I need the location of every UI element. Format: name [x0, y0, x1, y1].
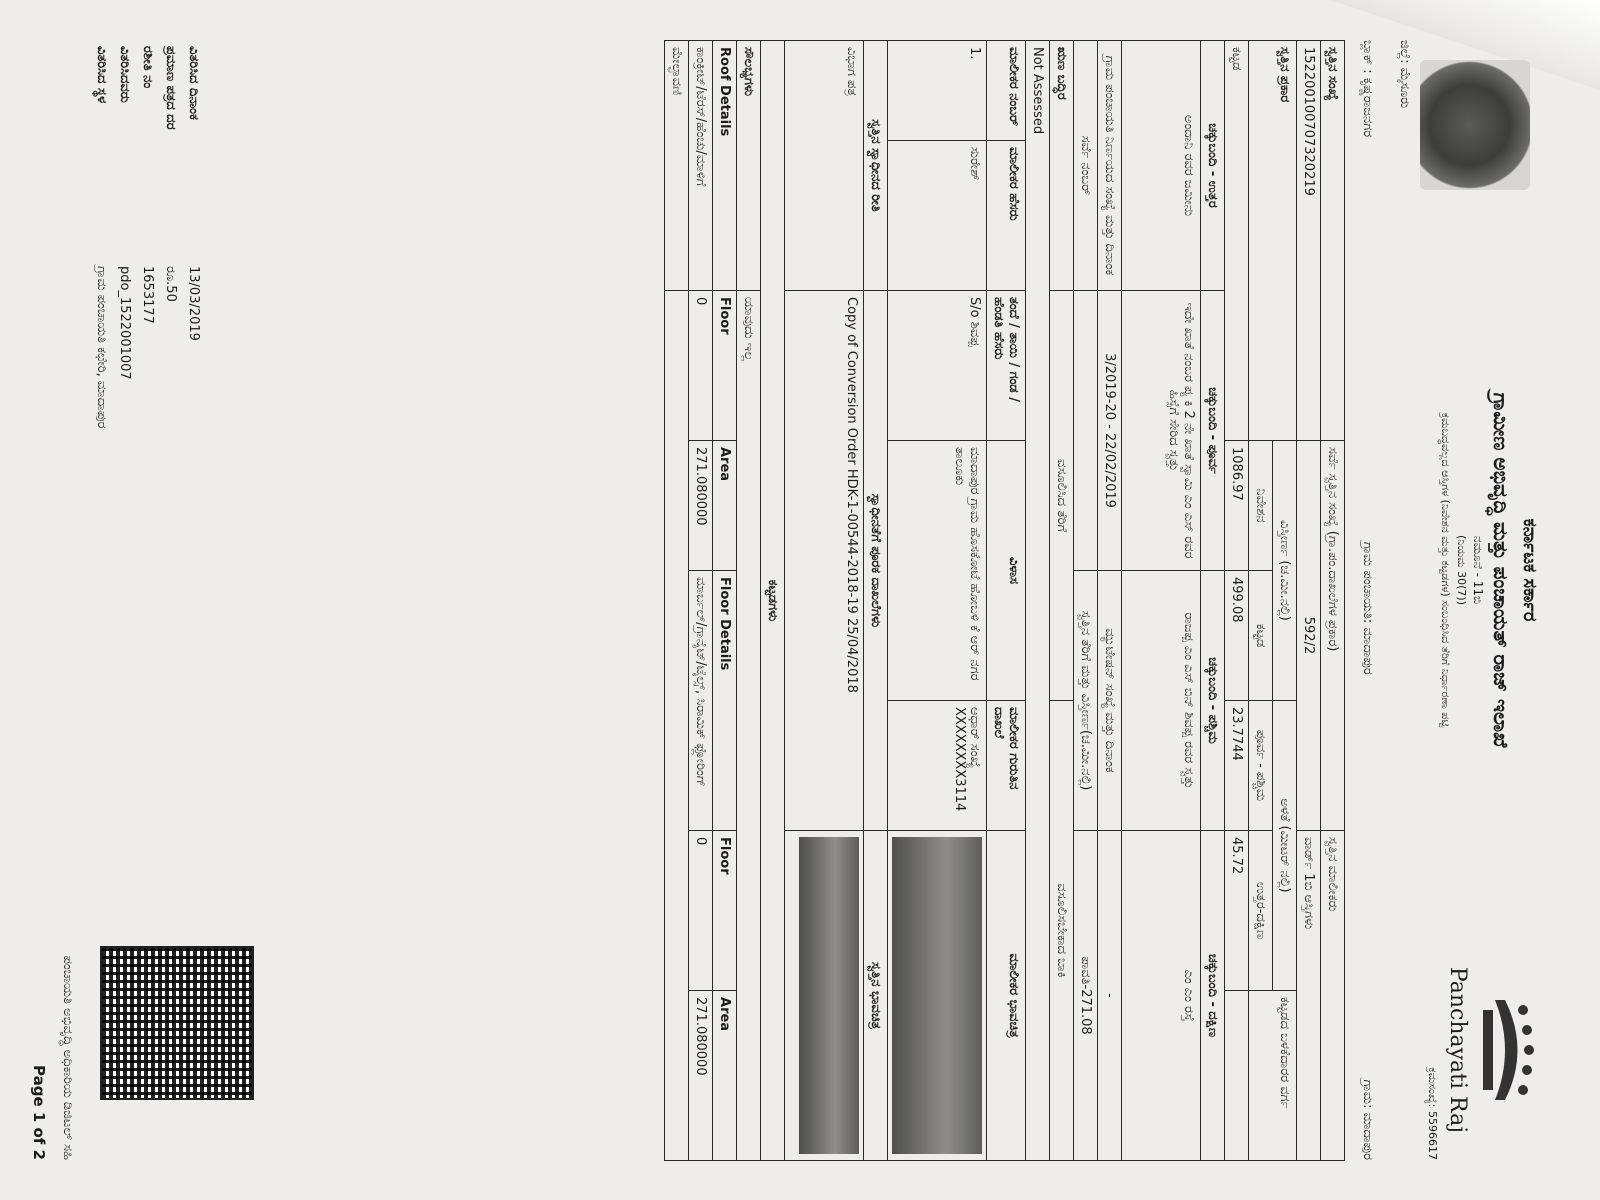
- boundary-north-label: ಚಕ್ಕುಬಂದಿ - ಉತ್ತರ: [1201, 41, 1225, 291]
- owner-address: ಮಾದಾಪುರ ಗ್ರಾಮ ಹೊಸಕೋಟೆ ಹೋಬಳಿ ಕೆ ಆರ್ ನಗರ ತಾಲೂಕು: [888, 441, 987, 701]
- owners-header-address: ವಿಳಾಸ: [987, 441, 1026, 701]
- tax-area-label: ಸ್ವತ್ತಿನ ತೆರಿಗೆ ಮತ್ತು ವಿಸ್ತೀರ್ಣ(ಚ.ಮೀ.ನಲ್ಲಿ): [1074, 571, 1098, 831]
- area-label: ವಿಸ್ತೀರ್ಣ (ಚ.ಮೀ.ನಲ್ಲಿ): [1273, 441, 1297, 701]
- property-photo-label: ಸ್ವತ್ತಿನ ಭಾವಚಿತ್ರ: [864, 831, 888, 1161]
- building-usage-label: ಕಟ್ಟಡದ ಬಳಕೆದಾರರ ವರ್ಗ: [1249, 991, 1297, 1161]
- qr-code: [90, 946, 264, 1100]
- facilities-label: ಸೌಲಭ್ಯಗಳು: [737, 41, 761, 291]
- owner-type-value: ವಾರ್ಡ್ 1ಬಿ ಆಸ್ತಿಗಳು: [1297, 831, 1321, 1161]
- header-center: [1438, 220, 1540, 920]
- government-name: ಕರ್ನಾಟಕ ಸರ್ಕಾರ: [1519, 518, 1540, 622]
- pending-tax-label: ವಸೂಲಿಸಬೇಕಾದ ಬಾಕಿ: [1050, 701, 1074, 1161]
- gram-panchayat: ಗ್ರಾಮ ಪಂಚಾಯತಿ: ಮಾದಾಪುರ: [1360, 541, 1375, 675]
- site-area: 1086.97: [1225, 441, 1249, 571]
- boundary-south-value: ಎಂ ಎಂ ರಸ್ತೆ: [1122, 831, 1201, 1161]
- place-value: ಗ್ರಾಮ ಪಂಚಾಯತಿ ಕಛೇರಿ, ಮಾದಾಪುರ: [94, 266, 109, 429]
- owner-id-doc: ಆಧಾರ್ ಸಂಖ್ಯೆ XXXXXXXX3114: [888, 701, 987, 831]
- acquisition-mode-value: ವಿಭಾಗ ಪತ್ರ: [785, 41, 864, 291]
- acquisition-doc-label: ಸ್ವಾಧೀನತೆಗೆ ಪೂರಕ ದಾಖಲೆಗಳು: [864, 291, 888, 831]
- boundary-west-value: ರಾಜಪ್ಪ ಎಂ ಎಸ್ ಬಿನ್ ಶಿವಪ್ಪ ರವರ ಸ್ವತ್ತು: [1122, 571, 1201, 831]
- collected-tax-label: ವಸೂಲಿಸಿದ ತೆರಿಗೆ: [1050, 291, 1074, 701]
- facilities-value: ಯಾವುದು ಇಲ್ಲ: [737, 291, 761, 1161]
- block-value: ಕೃಷ್ಣರಾಜನಗರ: [1360, 77, 1375, 138]
- qr-code-icon: [100, 946, 254, 1100]
- boundary-west-label: ಚಕ್ಕುಬಂದಿ - ಪಶ್ಚಿಮ: [1201, 571, 1225, 831]
- survey-label: ಸರ್ವೆ ಸ್ವತ್ತಿನ ಸಂಖ್ಯೆ (ಗ್ರಾ.ಪಂ.ದಾಖಲೆಗಳ ಪ್ರಕಾರ): [1321, 441, 1345, 831]
- floor-area-header: Area: [713, 991, 737, 1161]
- roof-material: ಕಾಂಕ್ರೀಟ್/ಟೆರಸ್/ಹೆಂಚು/ಮಾಳಿಗೆ: [689, 41, 713, 291]
- property-table: [664, 40, 1345, 1161]
- block-label: ಬ್ಲಾಕ್ :: [1360, 40, 1375, 74]
- property-photo: [799, 837, 859, 1154]
- boundary-east-label: ಚಕ್ಕುಬಂದಿ - ಪೂರ್ವ: [1201, 291, 1225, 571]
- acquisition-doc-value: Copy of Conversion Order HDK-1-00544-2018-19 25/04/2018: [785, 291, 864, 831]
- digital-signature: ಪಂಚಾಯತಿ ಅಭಿವೃದ್ಧಿ ಅಧಿಕಾರಿಯ ಡಿಜಿಟಲ್ ಸಹಿ: [60, 955, 75, 1160]
- tax-assessment-value: Not Assessed: [1026, 41, 1050, 1161]
- department-title: ಗ್ರಾಮೀಣ ಅಭಿವೃದ್ಧಿ ಮತ್ತು ಪಂಚಾಯತ್ ರಾಜ್ ಇಲಾಖೆ: [1489, 392, 1513, 748]
- issuer-label: ವಿತರಿಸಿದವರು: [117, 46, 132, 103]
- tax-assessment-label: ಋಣ ಬದ್ಧಿರ: [1050, 41, 1074, 291]
- ns-label: ಉತ್ತರ-ದಕ್ಷಿಣ: [1249, 831, 1273, 991]
- issuer-value: pdo_1522001007: [117, 266, 132, 380]
- district-label: ಜಿಲ್ಲೆ: ಮೈಸೂರು: [1397, 40, 1412, 109]
- roof-material-label: ಮೇಲ್ಛಾವಣಿ: [665, 41, 689, 291]
- owners-header-id: ಮಾಲೀಕರ ಗುರುತಿನ ದಾಖಲೆ: [987, 701, 1026, 831]
- form-subtitle: ಕ್ರಮಬದ್ಧವಲ್ಲದ ಆಸ್ತಿಗಳ (ನಿವೇಶನ ಮತ್ತು ಕಟ್ಟಡಗಳ) ಸಂಬಂಧಿಸಿದ ತೆರಿಗೆ ನಿರ್ಧಾರಣಾ ಪಟ್ಟಿ: [1439, 412, 1452, 728]
- owner-relation: S/o ಶಿವಪ್ಪ: [888, 291, 987, 441]
- owners-header-photo: ಮಾಲೀಕರ ಭಾವಚಿತ್ರ: [987, 831, 1026, 1161]
- place-label: ವಿತರಿಸಿದ ಸ್ಥಳ: [94, 46, 109, 104]
- serial-number: ಕ್ರಮಸಂಖ್ಯೆ: 5596617: [1426, 1067, 1439, 1160]
- building-label: ಕಟ್ಟಡ: [1249, 571, 1273, 701]
- receipt-value: 1653177: [140, 266, 155, 324]
- boundary-north-value: ಅಂದಾನಿ ರವರ ಜಮೀನು: [1122, 41, 1201, 291]
- page-number: Page 1 of 2: [30, 1065, 48, 1160]
- survey-value: 592/2: [1297, 441, 1321, 831]
- property-id-label: ಸ್ವತ್ತಿನ ಸಂಖ್ಯೆ: [1321, 41, 1345, 441]
- receipt-label: ರಶೀತಿ ನಂ: [140, 46, 155, 89]
- header-right: [1425, 940, 1540, 1160]
- mutation-label: ಮ್ಯುಟೇಷನ್ ಸಂಖ್ಯೆ ಮತ್ತು ದಿನಾಂಕ: [1098, 571, 1122, 831]
- boundary-east-value: ಇದೇ ಖಾತೆ ನಂಬರ ಪ್ಯ ಕಿ 2 ನೇ ಖಾತೆ ಸ್ವಾಮಿ ಎಂ ಎಸ್ ರವರ ಹಿಸ್ಸೆಗೆ ಸೇರಿದ ಸ್ವತ್ತು: [1122, 291, 1201, 571]
- issue-date-label: ವಿತರಿಸಿದ ದಿನಾಂಕ: [186, 46, 201, 120]
- owner-name: ಸುರೇಶ್: [888, 141, 987, 291]
- roof-floor-header: Floor: [713, 291, 737, 441]
- roof-details-label: Roof Details: [713, 41, 737, 291]
- ns-value: 45.72: [1225, 831, 1249, 991]
- owners-header-relation: ತಂದೆ / ತಾಯಿ / ಗಂಡ / ಹೆಂಡತಿ ಹೆಸರು: [987, 291, 1026, 441]
- brand-name: Panchayati Raj: [1445, 966, 1470, 1134]
- floor-area-value: 271.080000: [689, 991, 713, 1161]
- owner-photo: [892, 837, 982, 1154]
- owners-header-no: ಮಾಲೀಕರ ನಂಬರ್: [987, 41, 1026, 141]
- mutation-value: -: [1098, 831, 1122, 1161]
- floor-details-label: Floor Details: [713, 571, 737, 831]
- site-label: ನಿವೇಶನ: [1249, 441, 1273, 571]
- floor-type: ಮಾರ್ಬಲ್/ಗ್ರಾನೈಟ್/ಟೈಲ್ಸ್, ಸಿರಾಮಿಕ್ ಫ್ಲೋರಿಂಗ್: [689, 571, 713, 831]
- issue-details: [90, 40, 205, 1160]
- acquisition-mode-label: ಸ್ವತ್ತಿನ ಸ್ವಾಧೀನದ ರೀತಿ: [864, 41, 888, 291]
- roof-area-header: Area: [713, 441, 737, 571]
- property-type-label: ಸ್ವತ್ತಿನ ಪ್ರಕಾರ: [1249, 41, 1297, 441]
- issue-date-value: 13/03/2019: [186, 266, 201, 341]
- ew-label: ಪೂರ್ವ - ಪಶ್ಚಿಮ: [1249, 701, 1273, 831]
- village: ಗ್ರಾಮ: ಮಾದಾಪುರ: [1360, 1079, 1375, 1160]
- issue-table: [90, 40, 205, 800]
- location-line: [1360, 40, 1375, 1160]
- gp-resolution-label: ಗ್ರಾಮ ಪಂಚಾಯತಿ ನಿರ್ಣಯದ ಸಂಖ್ಯೆ ಮತ್ತು ದಿನಾಂಕ: [1098, 41, 1122, 291]
- rule-reference: (ನಿಯಮ 30(7)): [1455, 534, 1468, 606]
- header-left: [1380, 40, 1530, 220]
- owners-header-name: ಮಾಲೀಕರ ಹೆಸರು: [987, 141, 1026, 291]
- roof-floor-value: 0: [689, 291, 713, 441]
- form-number: ನಮೂನೆ - 11ಬಿ: [1471, 535, 1485, 605]
- owner-type-label: ಸ್ವತ್ತಿನ ಮಾಲೀಕರು: [1321, 831, 1345, 1161]
- property-id-value: 152200100707320219: [1297, 41, 1321, 441]
- floor-floor-header: Floor: [713, 831, 737, 991]
- floor-floor-value: 0: [689, 831, 713, 991]
- gp-resolution-value: 3/2019-20 - 22/02/2019: [1098, 291, 1122, 571]
- building-area: 499.08: [1225, 571, 1249, 701]
- fee-value: ರೂ.50: [163, 266, 178, 302]
- panchayati-raj-logo-icon: [1470, 940, 1540, 1160]
- boundary-south-label: ಚಕ್ಕುಬಂದಿ - ದಕ್ಷಿಣ: [1201, 831, 1225, 1161]
- row-label: ಕಟ್ಟಡ: [1225, 41, 1249, 441]
- survey-number-label: ಸರ್ವೆ ನಂಬರ್: [1074, 41, 1098, 291]
- fee-label: ಪ್ರಮಾಣ ಪತ್ರದ ದರ: [163, 46, 178, 130]
- state-emblem-icon: [1420, 60, 1530, 190]
- roof-area-value: 271.080000: [689, 441, 713, 571]
- buildings-section-label: ಕಟ್ಟಡಗಳು: [761, 41, 785, 1161]
- table-row: [888, 41, 987, 1161]
- dims-label: ಅಳತೆ (ಮೀಟರ್ ನಲ್ಲಿ): [1273, 701, 1297, 991]
- owner-no: 1.: [888, 41, 987, 141]
- tax-area-value: ಪಾವತಿ-271.08: [1074, 831, 1098, 1161]
- ew-value: 23.7744: [1225, 701, 1249, 831]
